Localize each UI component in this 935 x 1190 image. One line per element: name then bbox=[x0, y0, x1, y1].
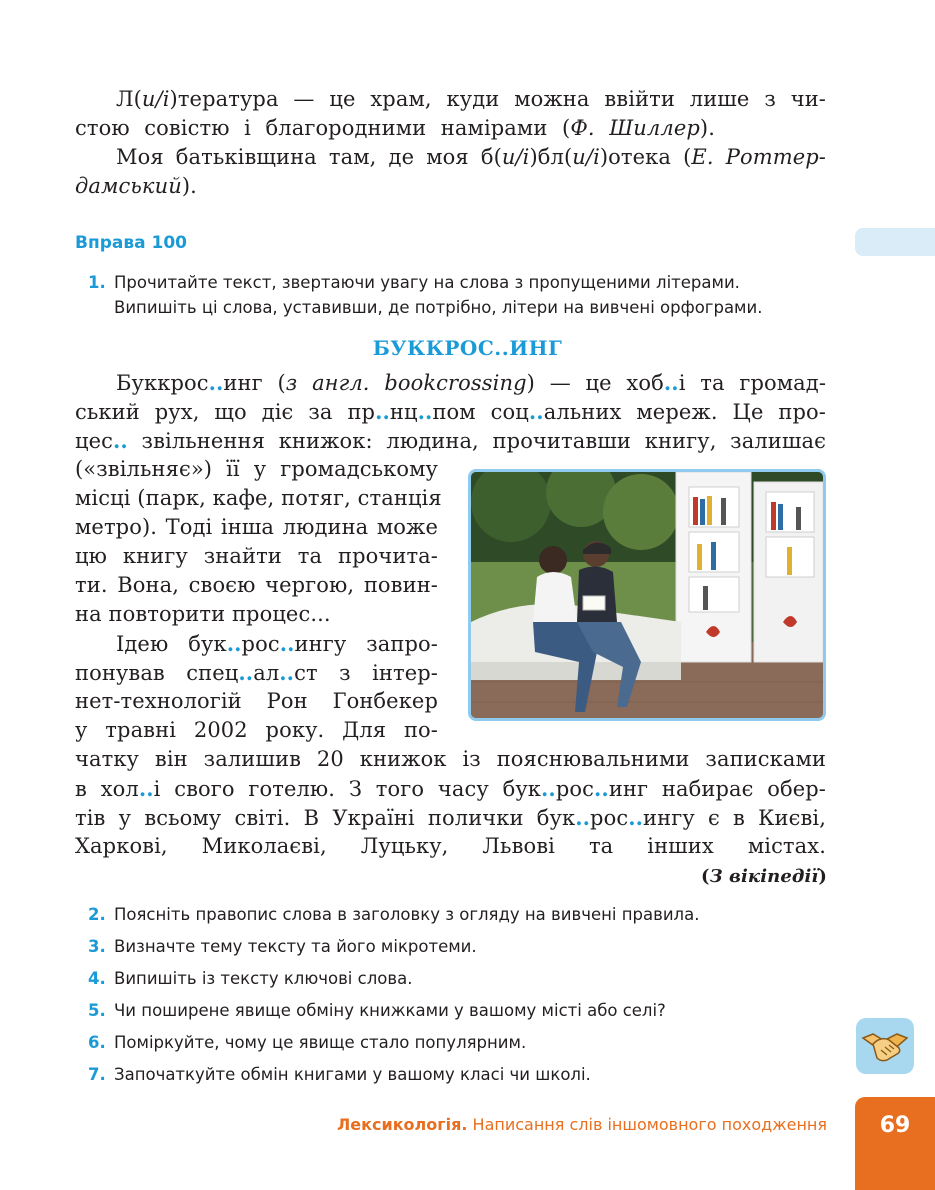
task-text: Поясніть правопис слова в заголовку з огляду на вивчені правила. bbox=[114, 905, 700, 924]
text-line-6: метро). Тоді інша людина може bbox=[75, 515, 438, 539]
source-citation: (З вікіпедії) bbox=[700, 866, 827, 887]
task-1 bbox=[88, 271, 740, 295]
text-line-14: чатку він залишив 20 книжок із пояснювальними записками bbox=[75, 747, 826, 771]
text-line-16: тів у всьому світі. В Україні полички бук..рос..ингу є в Києві, bbox=[75, 805, 826, 830]
task-3 bbox=[88, 935, 477, 959]
quote-1-line-1: Л(и/і)тература — це храм, куди можна ввійти лише з чи- bbox=[116, 87, 826, 111]
task-text: Започаткуйте обмін книгами у вашому класі чи школі. bbox=[114, 1065, 591, 1084]
task-text: Випишіть із тексту ключові слова. bbox=[114, 969, 413, 988]
text-line-9: на повторити процес... bbox=[75, 602, 331, 626]
task-text: Поміркуйте, чому це явище стало популярним. bbox=[114, 1033, 527, 1052]
exercise-title: Вправа 100 bbox=[75, 233, 187, 253]
task-2 bbox=[88, 903, 699, 927]
text-line-1: Буккрос..инг (з англ. bookcrossing) — це хоб..і та громад- bbox=[116, 370, 827, 395]
page-number: 69 bbox=[855, 1097, 935, 1190]
text-line-5: місці (парк, кафе, потяг, станція bbox=[75, 486, 442, 510]
task-number: 7. bbox=[88, 1065, 106, 1084]
footer-running-title bbox=[337, 1115, 827, 1134]
text-line-7: цю книгу знайти та прочита- bbox=[75, 544, 438, 568]
quote-1-line-2: стою совістю і благородними намірами (Ф. Шиллер). bbox=[75, 116, 715, 140]
text-line-17: Харкові, Миколаєві, Луцьку, Львові та інших містах. bbox=[75, 834, 826, 858]
task-number: 6. bbox=[88, 1033, 106, 1052]
task-7 bbox=[88, 1063, 591, 1087]
task-1-cont bbox=[88, 296, 762, 320]
text-line-12: нет-технологій Рон Гонбекер bbox=[75, 689, 438, 713]
photo-illustration bbox=[471, 472, 823, 718]
text-heading: БУККРОС..ИНГ bbox=[372, 336, 563, 360]
task-text: Випишіть ці слова, уставивши, де потрібно, літери на вивчені орфограми. bbox=[114, 298, 763, 317]
text-line-15: в хол..і свого готелю. З того часу бук..рос..инг набирає обер- bbox=[75, 776, 827, 801]
text-line-8: ти. Вона, своєю чергою, повин- bbox=[75, 573, 438, 597]
text-line-10: Ідею бук..рос..ингу запро- bbox=[116, 631, 438, 656]
handshake-icon bbox=[856, 1018, 914, 1074]
task-number: 1. bbox=[88, 273, 106, 292]
task-5 bbox=[88, 999, 666, 1023]
footer-section: Лексикологія. bbox=[337, 1115, 468, 1134]
text-line-2: ський рух, що діє за пр..нц..пом соц..альних мереж. Це про- bbox=[75, 399, 826, 424]
task-number: 3. bbox=[88, 937, 106, 956]
task-number: 5. bbox=[88, 1001, 106, 1020]
task-4 bbox=[88, 967, 412, 991]
footer-topic: Написання слів іншомовного походження bbox=[472, 1115, 827, 1134]
text-line-4: («звільняє») її у громадському bbox=[75, 457, 438, 481]
side-tab-marker bbox=[855, 228, 935, 256]
bookcrossing-photo bbox=[468, 469, 826, 721]
text-line-3: цес.. звільнення книжок: людина, прочитавши книгу, залишає bbox=[75, 428, 826, 453]
task-6 bbox=[88, 1031, 526, 1055]
task-text: Визначте тему тексту та його мікротеми. bbox=[114, 937, 477, 956]
task-number: 4. bbox=[88, 969, 106, 988]
task-text: Прочитайте текст, звертаючи увагу на слова з пропущеними літерами. bbox=[114, 273, 740, 292]
task-number: 2. bbox=[88, 905, 106, 924]
text-line-11: понував спец..ал..ст з інтер- bbox=[75, 660, 438, 685]
text-line-13: у травні 2002 року. Для по- bbox=[75, 718, 438, 742]
quote-2-line-2: дамський). bbox=[75, 174, 197, 198]
task-text: Чи поширене явище обміну книжками у вашому місті або селі? bbox=[114, 1001, 666, 1020]
quote-2-line-1: Моя батьківщина там, де моя б(и/і)бл(и/і)отека (Е. Роттер- bbox=[116, 145, 826, 169]
